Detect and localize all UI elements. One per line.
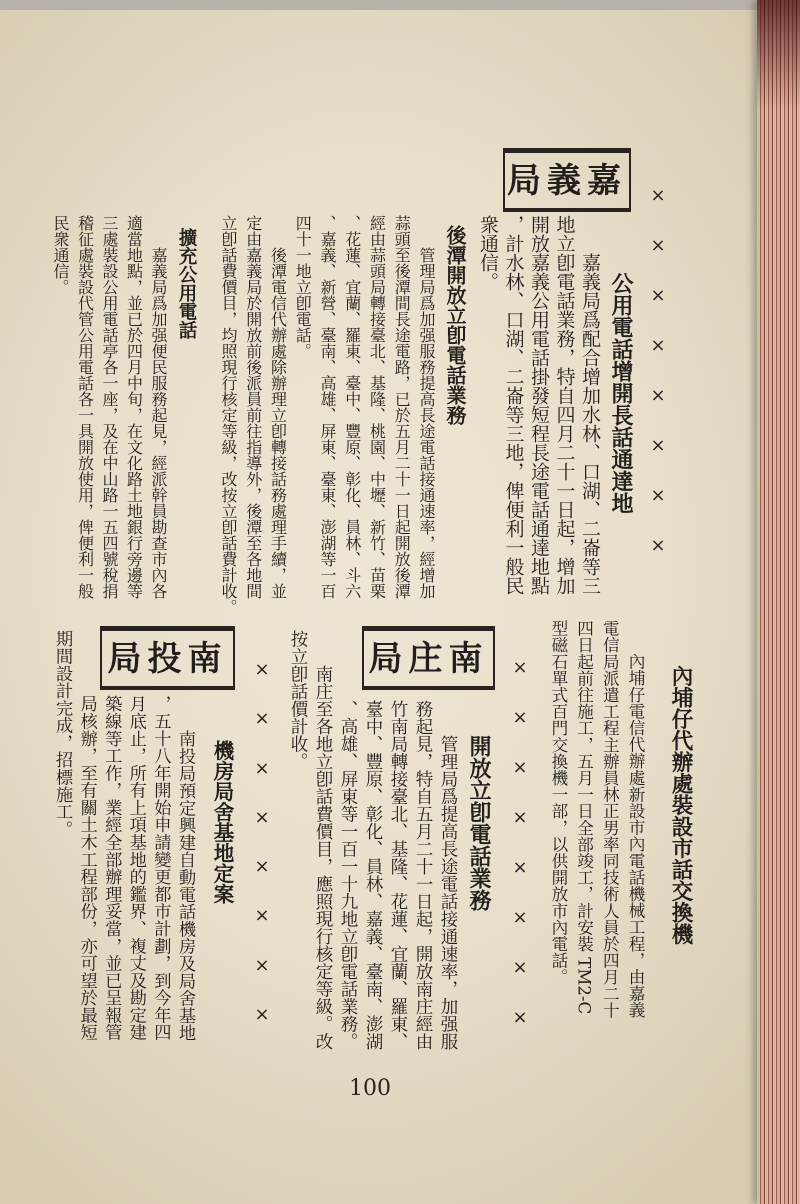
article-line: 月底止，所有上項基地的鑑界、複丈及勘定建 (125, 695, 146, 1041)
article-line: 、花蓮、宜蘭、羅東、臺中、豐原、彰化、員林、斗六 (342, 215, 362, 599)
article-line: 務起見，特自五月二十一日起，開放南庄經由 (413, 700, 433, 1050)
article-line: 地立卽電話業務，特自四月二十一日起，增加 (553, 215, 576, 595)
article-line: 適當地點，並已於四月中旬，在文化路土地銀行旁邊等 (124, 215, 144, 599)
article-line: 電信局派遣工程主辦員林正男率同技術人員於四月二十 (600, 620, 620, 1019)
article-line: 四日起前往施工，五月一日全部竣工，計安裝 TM2-C (574, 620, 594, 1015)
article-line: ，計水林、口湖、二崙等三地，俾便利一般民 (502, 215, 525, 595)
article-body (48, 215, 171, 599)
article-line: 內埔仔電信代辦處新設市內電話機械工程，由嘉義 (626, 653, 645, 1019)
article-line: 稽征處裝設代管公用電話各一具開放使用，俾便利一般 (75, 215, 95, 599)
page-number: 100 (349, 1076, 391, 1101)
article-line: ，五十八年開始申請變更都市計劃，到今年四 (150, 695, 171, 1041)
article-line: 蒜頭至後潭間長途電路，已於五月二十一日起開放後潭 (392, 215, 412, 599)
article-body (49, 630, 197, 1041)
article-line: 經由蒜頭局轉接臺北、基隆、桃園、中壢、新竹、苗栗 (367, 215, 387, 599)
article-title: 後潭開放立卽電話業務 (443, 225, 467, 425)
article-line: 型磁石單式百門交換機一部，以供開放市內電話。 (548, 620, 568, 986)
article-line: 管理局爲提高長途電話接通速率，加强服 (438, 735, 458, 1050)
article-line: 、嘉義、新營、臺南、高雄、屏東、臺東、澎湖等一百 (318, 215, 337, 599)
article-title: 擴充公用電話 (176, 228, 197, 339)
article-line: 南庄至各地立卽話費價目，應照現行核定等級。改 (313, 665, 333, 1050)
article-line: 嘉義局爲配合增加水林、口湖、二崙等三 (579, 253, 601, 595)
article-title: 內埔仔代辦處裝設市話交換機 (668, 665, 693, 945)
article-line: 四十一地立卽電話。 (293, 215, 313, 359)
article-line: 三處裝設公用電話亭各一座，及在中山路一五四號稅捐 (100, 215, 119, 599)
article-line: 後潭電信代辦處除辦理立卽轉接話務處理手續，並 (268, 247, 288, 599)
article-line: 按立卽話價計收。 (288, 630, 308, 770)
article-body (545, 620, 648, 1018)
article-body (285, 630, 460, 1050)
article-line: 開放嘉義公用電話掛發短程長途電話通達地點 (528, 215, 550, 595)
article-title: 機房局舍基地定案 (210, 740, 234, 904)
book-page-edges (757, 0, 800, 1204)
article-title: 公用電話增開長話通達地 (608, 272, 633, 514)
section-heading-text: 南投局 (107, 638, 228, 679)
article-body (215, 215, 438, 615)
article-body (475, 215, 603, 595)
article-line: 竹南局轉接臺北、基隆、花蓮、宜蘭、羅東、 (388, 700, 408, 1050)
article-title: 開放立卽電話業務 (466, 735, 491, 911)
article-line: 民衆通信。 (51, 215, 70, 295)
article-line: 臺中、豐原、彰化、員林、嘉義、臺南、澎湖 (363, 700, 383, 1050)
article-line: 管理局爲加强服務提高長途電話接通速率，經增加 (417, 247, 436, 599)
article-line: 南投局預定興建自動電話機房及局舍基地 (175, 729, 195, 1041)
article-line: 期間設計完成，招標施工。 (52, 630, 73, 838)
article-line: 衆通信。 (477, 215, 499, 291)
article-line: 嘉義局爲加强便民服務起見，經派幹員勘查市內各 (149, 247, 168, 599)
separator-marks: ×××××××× (512, 657, 528, 1028)
article-line: 築線等工作，業經全部辦理妥當，並已呈報管 (101, 695, 122, 1041)
separator-marks: ×××××××× (254, 659, 270, 1026)
section-heading-chiayi (503, 148, 631, 212)
article-line: 定由嘉義局於開放前後派員前往指導外，後潭至各地間 (243, 215, 263, 599)
article-line: 立卽話費價目，均照現行核定等級，改按立卽話費計收。 (219, 215, 238, 615)
section-heading-text: 嘉義局 (507, 160, 627, 201)
article-line: 局核辦，至有關土木工程部份，亦可望於最短 (76, 695, 97, 1041)
article-line: 、高雄、屏東等一百一十九地立卽電話業務。 (338, 700, 358, 1050)
separator-marks: ×××××××× (650, 185, 666, 556)
section-heading-text: 南庄局 (368, 638, 489, 679)
